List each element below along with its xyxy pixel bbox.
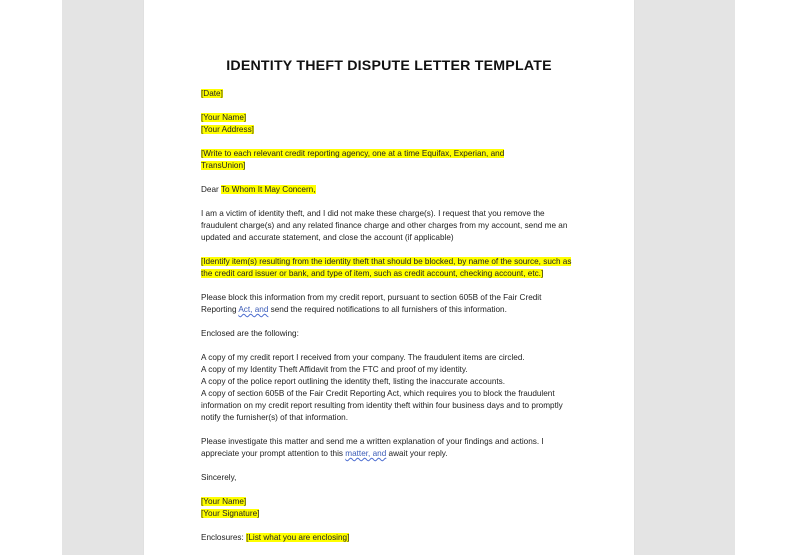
paragraph-block-line2 [201,304,581,316]
enclosure-item-section-line2: information on my credit report resulting from identity theft within four business days and to promptly [201,401,563,410]
block-line2-end: send the required notifications to all furnishers of this information. [268,305,507,314]
paragraph-investigate-line1: Please investigate this matter and send me a written explanation of your findings and actions. I [201,437,544,446]
paragraph-victim-line3: updated and accurate statement, and close the account (if applicable) [201,233,454,242]
enclosures-line [201,532,581,544]
closing: Sincerely, [201,473,237,482]
paragraph-investigate-line2 [201,448,581,460]
document-title: IDENTITY THEFT DISPUTE LETTER TEMPLATE [226,58,552,74]
enclosure-item-police-report: A copy of the police report outlining the identity theft, listing the inaccurate accounts. [201,377,506,386]
enclosed-heading: Enclosed are the following: [201,329,299,338]
paragraph-victim-line1: I am a victim of identity theft, and I did not make these charge(s). I request that you remove the [201,209,545,218]
enclosure-item-affidavit: A copy of my Identity Theft Affidavit from the FTC and proof of my identity. [201,365,468,374]
salutation-recipient: To Whom It May Concern, [220,185,316,194]
sender-address-placeholder: [Your Address] [201,125,254,134]
signature-placeholder: [Your Signature] [201,509,260,518]
paragraph-block-line1: Please block this information from my credit report, pursuant to section 605B of the Fair Credit [201,293,542,302]
identify-items-line2: the credit card issuer or bank, and type of item, such as credit account, checking account, etc.] [201,269,544,278]
enclosures-label: Enclosures: [201,533,247,542]
enclosure-item-section-line1: A copy of section 605B of the Fair Credit Reporting Act, which requires you to block the fraudulent [201,389,555,398]
salutation-prefix: Dear [201,185,221,194]
paragraph-victim-line2: fraudulent charge(s) and any related finance charge and other charges from my account, send me an [201,221,568,230]
sender-name-placeholder: [Your Name] [201,113,247,122]
block-line2-start: Reporting [201,305,239,314]
investigate-line2-start: appreciate your prompt attention to this [201,449,346,458]
right-margin [735,0,794,555]
left-margin [0,0,62,555]
enclosure-item-credit-report: A copy of my credit report I received from your company. The fraudulent items are circled. [201,353,525,362]
identify-items-line1: [Identify item(s) resulting from the identity theft that should be blocked, by name of the source, such as [201,257,572,266]
document-page [144,0,634,555]
date-placeholder: [Date] [201,89,223,98]
enclosure-item-section-line3: notify the furnisher(s) of that information. [201,413,348,422]
matter-and-link: matter, and [345,449,387,458]
enclosures-placeholder: [List what you are enclosing] [246,533,350,542]
signature-name-placeholder: [Your Name] [201,497,247,506]
salutation [201,184,581,196]
investigate-line2-end: await your reply. [386,449,448,458]
agency-instruction-line2: TransUnion] [201,161,246,170]
letter-body [201,88,581,544]
act-and-link: Act, and [238,305,269,314]
agency-instruction-line1: [Write to each relevant credit reporting agency, one at a time Equifax, Experian, and [201,149,505,158]
